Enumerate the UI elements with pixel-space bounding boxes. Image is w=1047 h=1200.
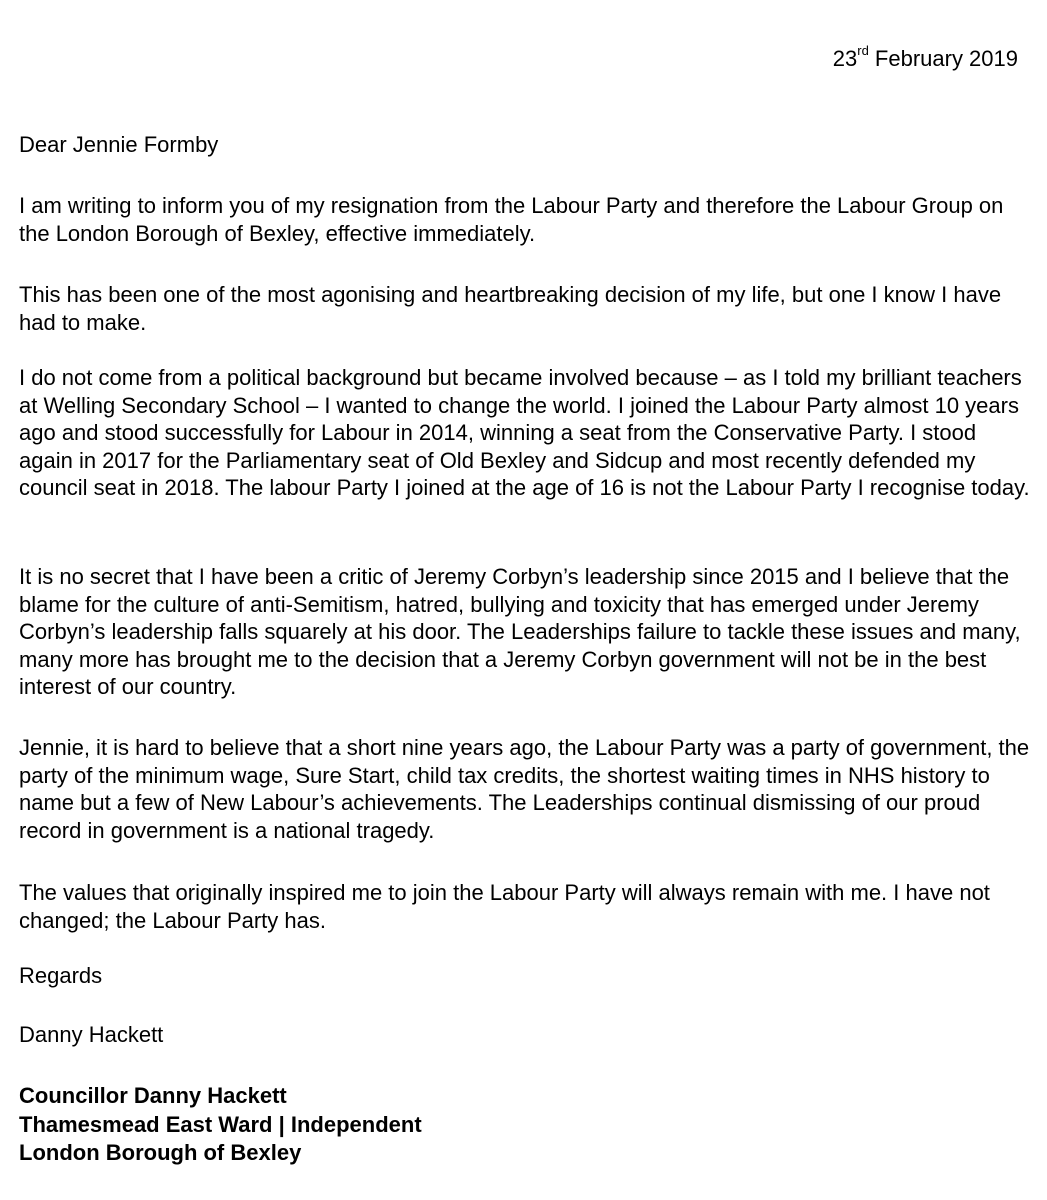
signature-borough: London Borough of Bexley xyxy=(19,1140,302,1165)
signed-name: Danny Hackett xyxy=(19,1022,164,1047)
signature-ward: Thamesmead East Ward | Independent xyxy=(19,1111,422,1137)
signature-block xyxy=(19,1082,422,1168)
signature-title: Councillor Danny Hackett xyxy=(19,1083,287,1108)
paragraph-resignation: I am writing to inform you of my resignation from the Labour Party and therefore the Labour Group on the London Borough of Bexley, effective immediately. xyxy=(19,193,1004,246)
date-suffix: rd xyxy=(857,42,869,58)
closing: Regards xyxy=(19,963,103,988)
date-month-year: February 2019 xyxy=(868,46,1018,71)
paragraph-labour-record: Jennie, it is hard to believe that a short nine years ago, the Labour Party was a party of government, the party of the minimum wage, Sure Start, child tax credits, the shortest waiting times in NHS history to name but a few of New Labour’s achievements. The Leaderships continual dismissing of our proud record in government is a national tragedy. xyxy=(19,735,1030,843)
letter-date xyxy=(833,44,1018,74)
salutation: Dear Jennie Formby xyxy=(19,132,219,157)
paragraph-decision: This has been one of the most agonising and heartbreaking decision of my life, but one I know I have had to make. xyxy=(19,282,1002,335)
paragraph-background: I do not come from a political background but became involved because – as I told my brilliant teachers at Welling Secondary School – I wanted to change the world. I joined the Labour Party almost 10 years ago and stood successfully for Labour in 2014, winning a seat from the Conservative Party. I stood again in 2017 for the Parliamentary seat of Old Bexley and Sidcup and most recently defended my council seat in 2018. The labour Party I joined at the age of 16 is not the Labour Party I recognise today. xyxy=(19,365,1030,500)
date-day: 23 xyxy=(832,46,858,71)
paragraph-values: The values that originally inspired me to join the Labour Party will always remain with me. I have not changed; the Labour Party has. xyxy=(19,880,990,933)
paragraph-leadership-criticism: It is no secret that I have been a critic of Jeremy Corbyn’s leadership since 2015 and I believe that the blame for the culture of anti-Semitism, hatred, bullying and toxicity that has emerged under Jeremy Corbyn’s leadership falls squarely at his door. The Leaderships failure to tackle these issues and many, many more has brought me to the decision that a Jeremy Corbyn government will not be in the best interest of our country. xyxy=(19,564,1021,699)
